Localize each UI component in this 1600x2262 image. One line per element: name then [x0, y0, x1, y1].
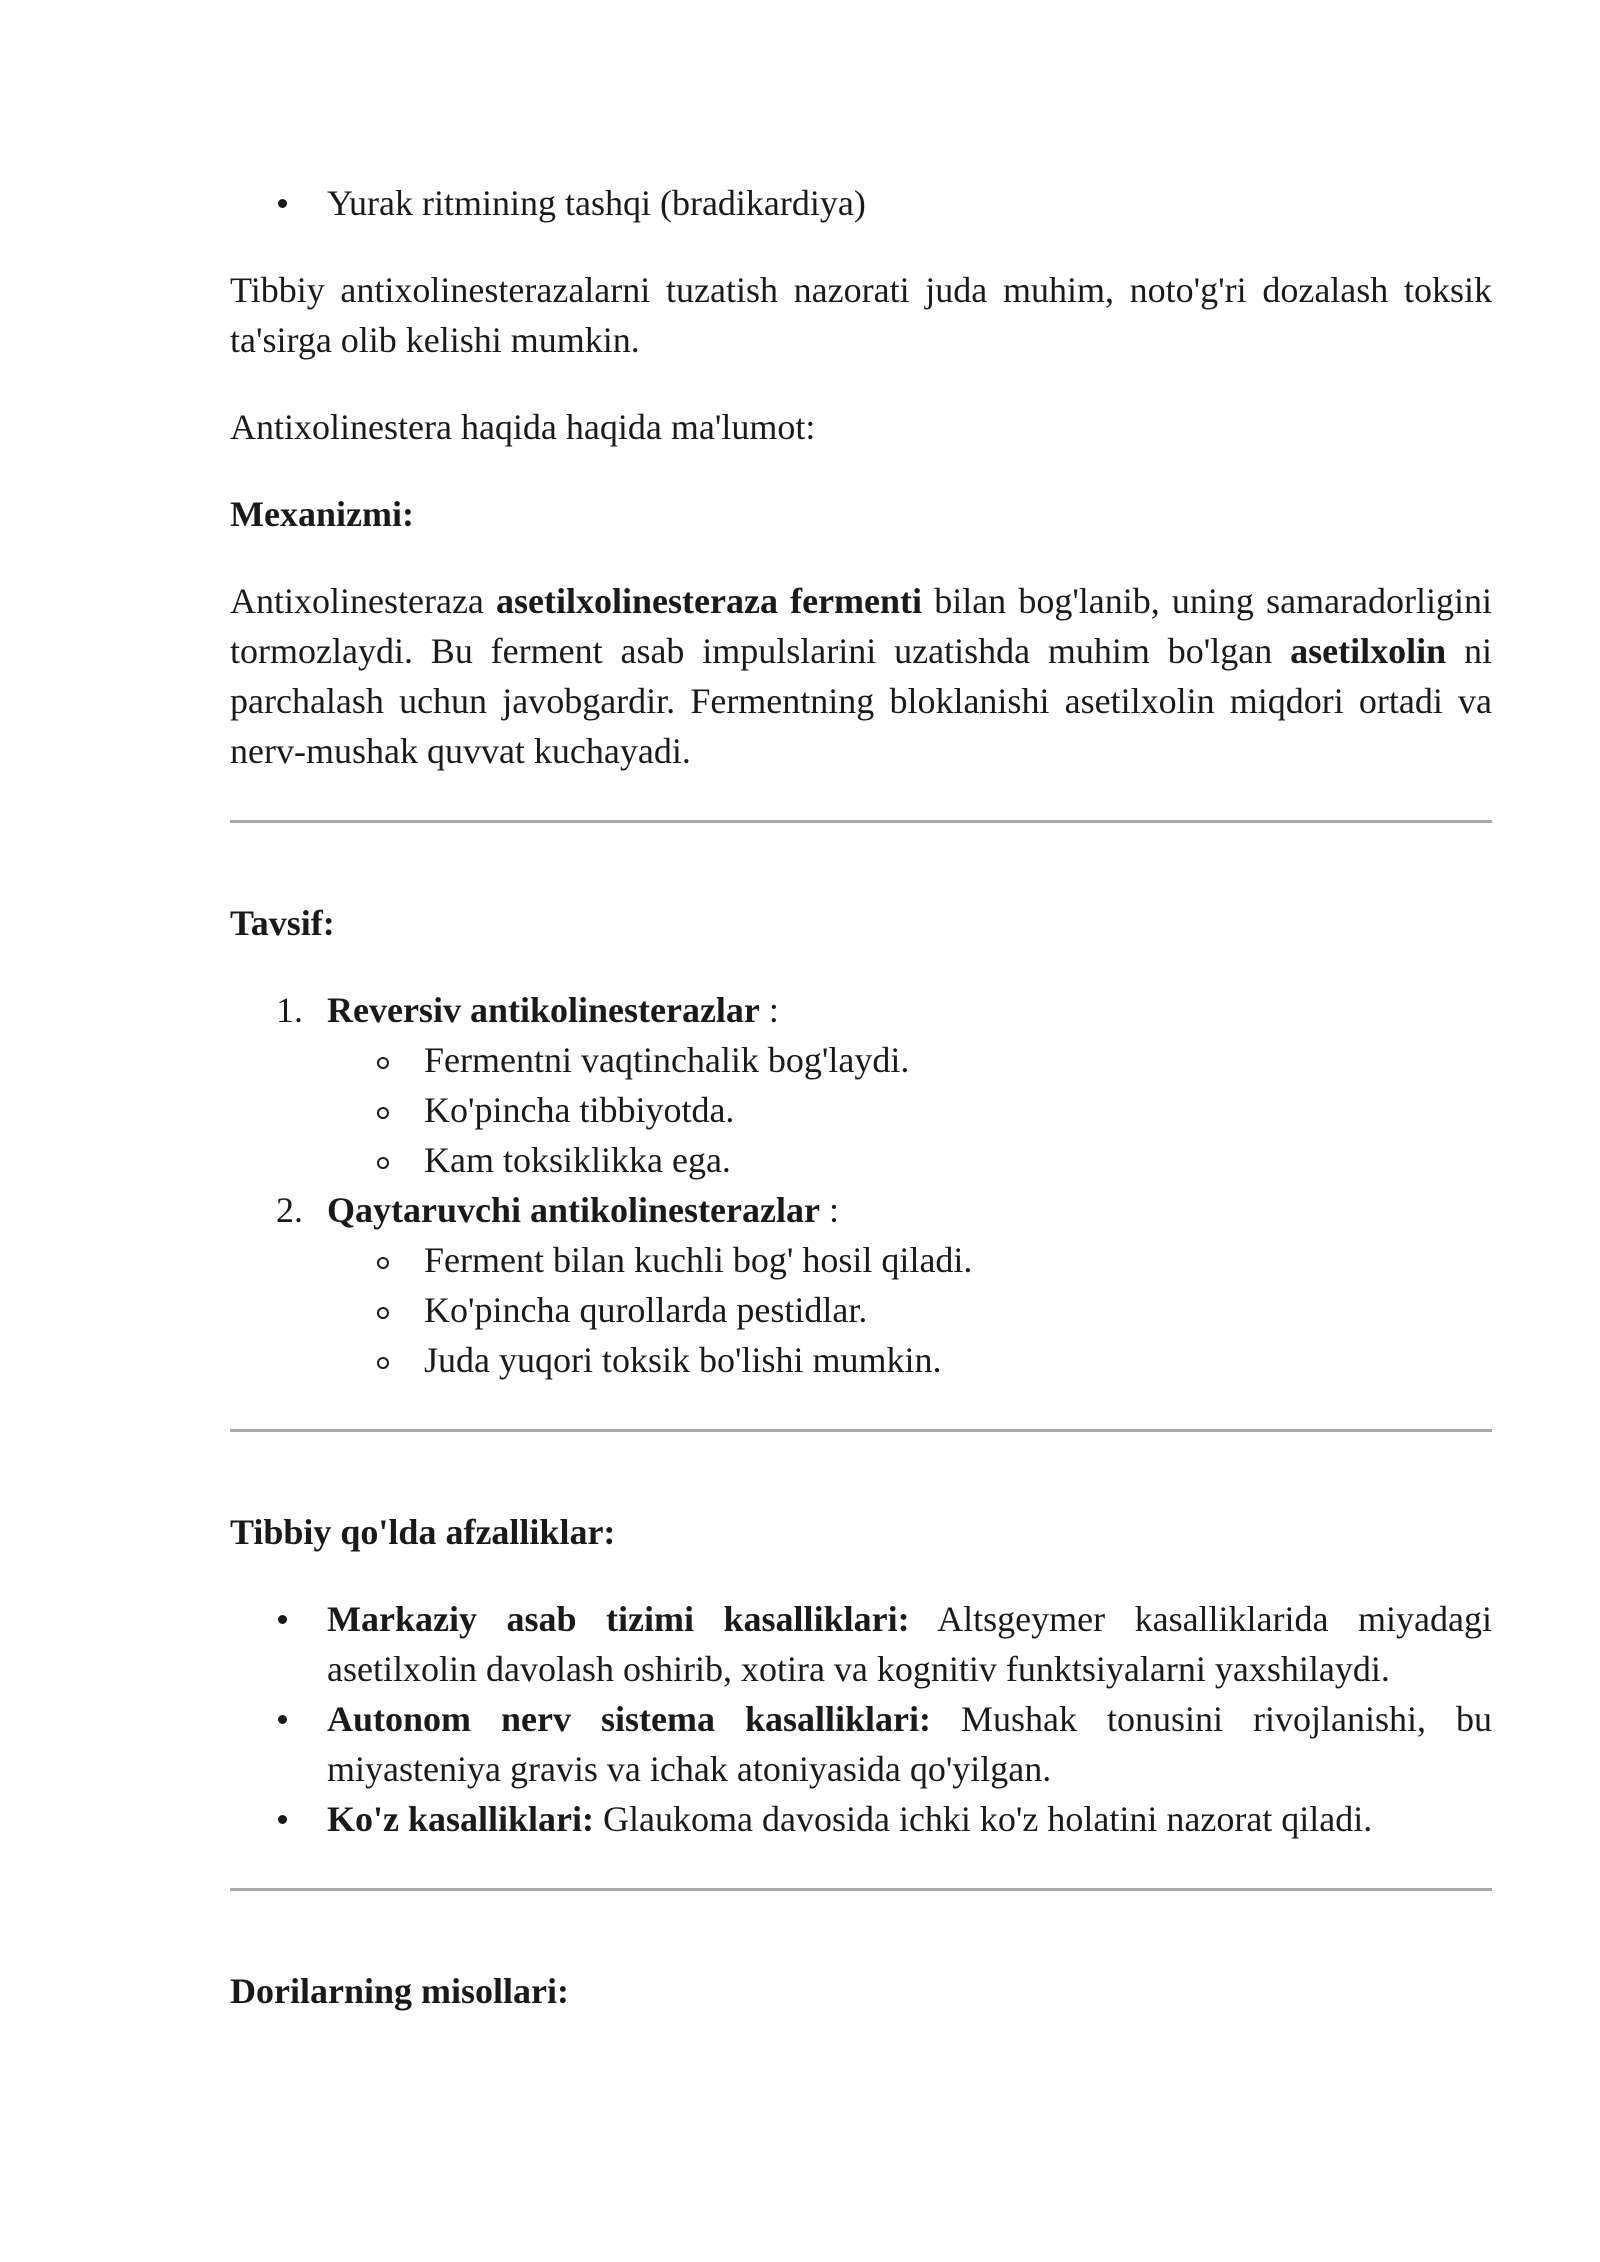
- bullet-icon: [278, 1715, 287, 1724]
- item-number: 2.: [276, 1190, 303, 1230]
- mechanism-text-1: Antixolinesteraza: [230, 581, 497, 621]
- section-divider: [230, 820, 1492, 823]
- mechanism-text-2: bilan bog'lanib, uning samaradorligini tormozlaydi. Bu ferment asab impulslarini uzatishda muhim bo'lgan: [230, 581, 1493, 671]
- item-suffix: :: [759, 990, 779, 1030]
- mechanism-paragraph: [230, 576, 1492, 776]
- list-item: [230, 1594, 1492, 1694]
- sub-item-text: Juda yuqori toksik bo'lishi mumkin.: [424, 1340, 942, 1380]
- description-list: [230, 985, 1492, 1385]
- advantage-text: Mushak tonusini rivojlanishi, bu miyasteniya gravis va ichak atoniyasida qo'yilgan.: [327, 1699, 1492, 1789]
- section-divider: [230, 1888, 1492, 1891]
- sub-list-item: [327, 1035, 1492, 1085]
- control-paragraph: Tibbiy antixolinesterazalarni tuzatish nazorati juda muhim, noto'g'ri dozalash toksik ta'sirga olib kelishi mumkin.: [230, 270, 1492, 360]
- circle-bullet-icon: [377, 1307, 389, 1319]
- circle-bullet-icon: [377, 1257, 389, 1269]
- mechanism-bold-2: asetilxolin: [1290, 631, 1447, 671]
- advantage-label: Autonom nerv sistema kasalliklari:: [327, 1699, 931, 1739]
- intro-bullet-text: Yurak ritmining tashqi (bradikardiya): [327, 183, 866, 223]
- advantage-label: Ko'z kasalliklari:: [327, 1799, 595, 1839]
- sub-list-item: [327, 1235, 1492, 1285]
- item-suffix: :: [819, 1190, 839, 1230]
- advantages-list: [230, 1594, 1492, 1844]
- circle-bullet-icon: [377, 1157, 389, 1169]
- info-paragraph: Antixolinestera haqida haqida ma'lumot:: [230, 407, 816, 447]
- sub-list: [327, 1235, 1492, 1385]
- advantages-heading-text: Tibbiy qo'lda afzalliklar:: [230, 1512, 616, 1552]
- list-item: [230, 1694, 1492, 1794]
- bullet-icon: [278, 199, 287, 208]
- list-item: [230, 178, 1492, 228]
- circle-bullet-icon: [377, 1057, 389, 1069]
- sub-item-text: Kam toksiklikka ega.: [424, 1140, 731, 1180]
- sub-item-text: Ko'pincha tibbiyotda.: [424, 1090, 735, 1130]
- description-heading-text: Tavsif:: [230, 903, 335, 943]
- examples-heading-text: Dorilarning misollari:: [230, 1971, 569, 2011]
- document-page: [230, 178, 1492, 2016]
- circle-bullet-icon: [377, 1107, 389, 1119]
- section-divider: [230, 1429, 1492, 1432]
- sub-item-text: Fermentni vaqtinchalik bog'laydi.: [424, 1040, 910, 1080]
- advantages-heading: [230, 1507, 1492, 1557]
- sub-list-item: [327, 1285, 1492, 1335]
- advantage-text: Glaukoma davosida ichki ko'z holatini nazorat qiladi.: [594, 1799, 1373, 1839]
- item-number: 1.: [276, 990, 303, 1030]
- item-title: Qaytaruvchi antikolinesterazlar: [327, 1190, 820, 1230]
- mechanism-bold-1: asetilxolinesteraza fermenti: [496, 581, 923, 621]
- bullet-icon: [278, 1815, 287, 1824]
- sub-list: [327, 1035, 1492, 1185]
- list-item: [230, 985, 1492, 1185]
- examples-heading: [230, 1966, 1492, 2016]
- circle-bullet-icon: [377, 1357, 389, 1369]
- description-heading: [230, 898, 1492, 948]
- bullet-icon: [278, 1615, 287, 1624]
- mechanism-text-3: ni parchalash uchun javobgardir. Fermentning bloklanishi asetilxolin miqdori ortadi va nerv-mushak quvvat kuchayadi.: [230, 631, 1492, 771]
- advantage-label: Markaziy asab tizimi kasalliklari:: [327, 1599, 910, 1639]
- list-item: [230, 1185, 1492, 1385]
- mechanism-heading: [230, 489, 1492, 539]
- sub-item-text: Ferment bilan kuchli bog' hosil qiladi.: [424, 1240, 973, 1280]
- sub-list-item: [327, 1135, 1492, 1185]
- sub-list-item: [327, 1085, 1492, 1135]
- sub-list-item: [327, 1335, 1492, 1385]
- list-item: [230, 1794, 1492, 1844]
- sub-item-text: Ko'pincha qurollarda pestidlar.: [424, 1290, 868, 1330]
- intro-list: [230, 178, 1492, 228]
- advantage-text: Altsgeymer kasalliklarida miyadagi asetilxolin davolash oshirib, xotira va kognitiv funktsiyalarni yaxshilaydi.: [327, 1599, 1492, 1689]
- item-title: Reversiv antikolinesterazlar: [327, 990, 760, 1030]
- mechanism-heading-text: Mexanizmi:: [230, 494, 414, 534]
